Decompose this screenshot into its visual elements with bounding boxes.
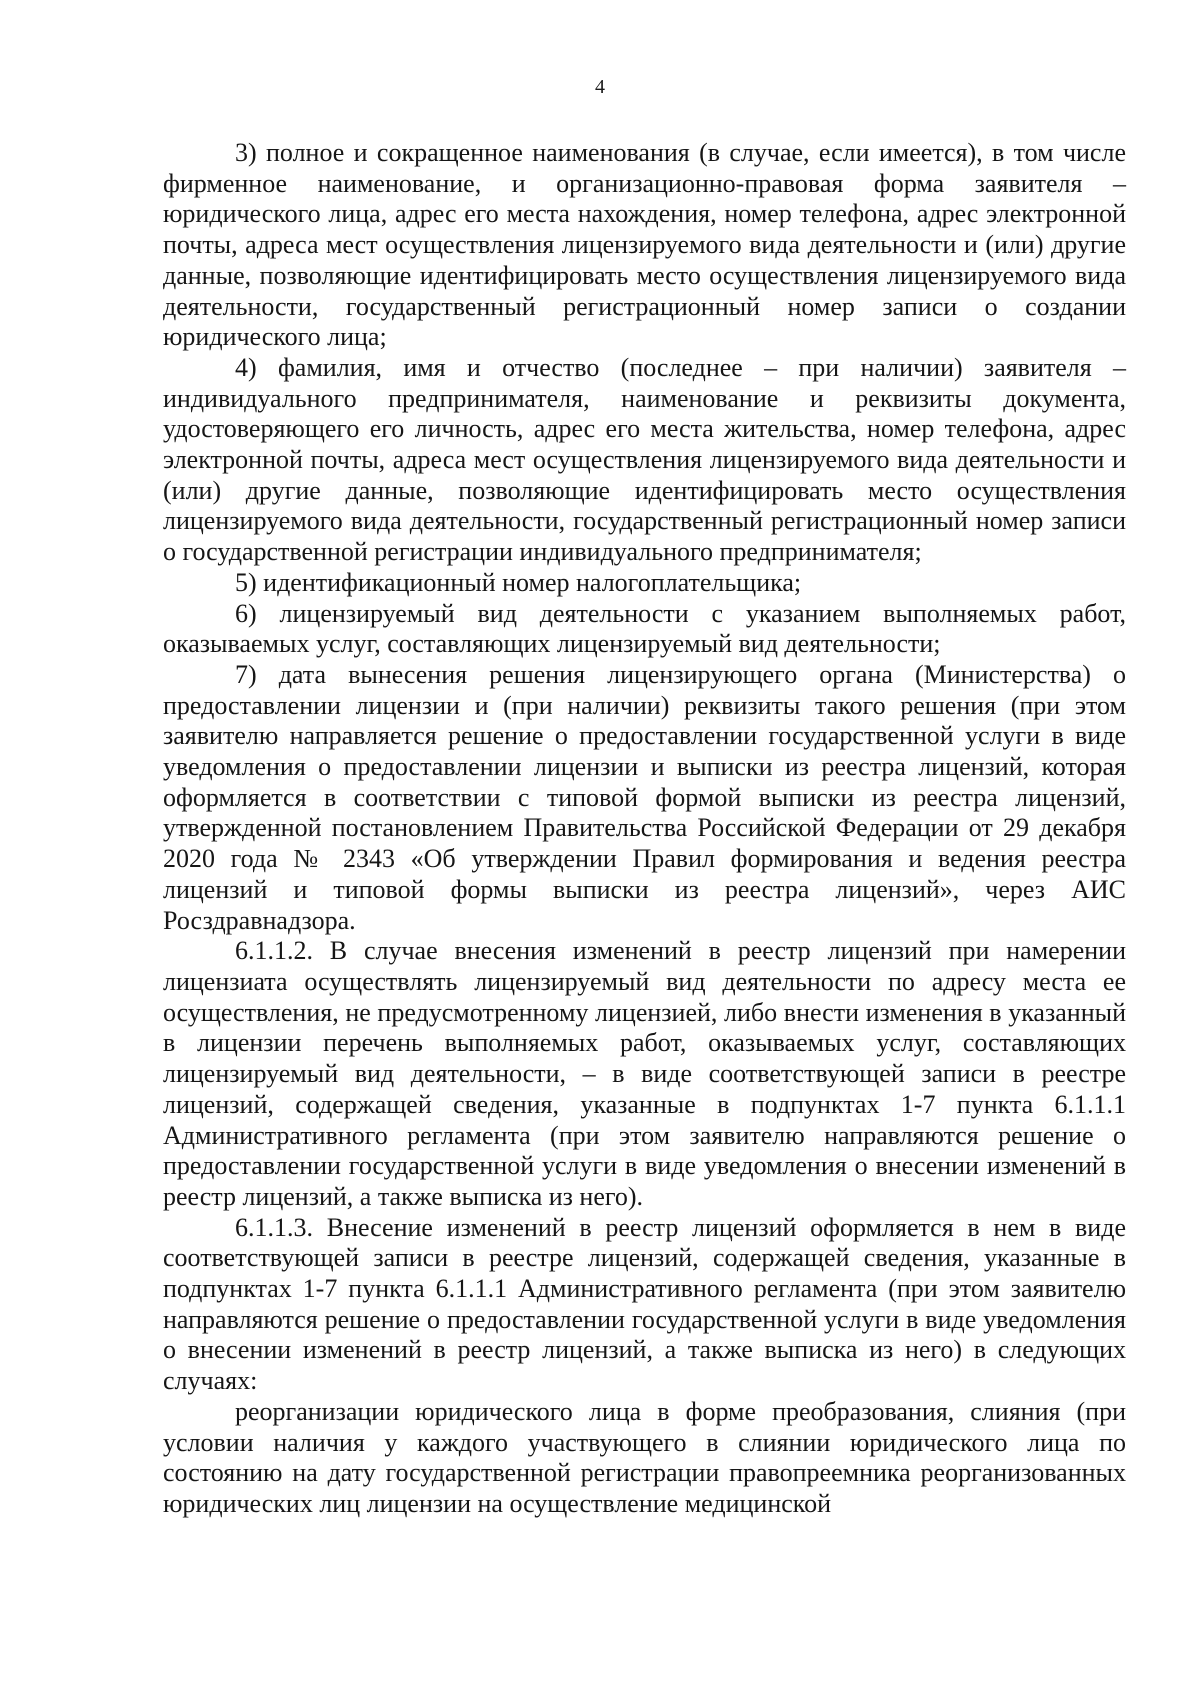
paragraph-clause-6-1-1-2: 6.1.1.2. В случае внесения изменений в реестр лицензий при намерении лицензиата осуществлять лицензируемый вид деятельности по адресу места ее осуществления, не предусмотренному лицензией, либо внести изменения в указанный в лицензии перечень выполняемых работ, оказываемых услуг, составляющих лицензируемый вид деятельности, – в виде соответствующей записи в реестре лицензий, содержащей сведения, указанные в подпунктах 1-7 пункта 6.1.1.1 Административного регламента (при этом заявителю направляются решение о предоставлении государственной услуги в виде уведомления о внесении изменений в реестр лицензий, а также выписка из него). — [163, 936, 1126, 1211]
document-body — [163, 138, 1126, 1520]
paragraph-item-4: 4) фамилия, имя и отчество (последнее – при наличии) заявителя – индивидуального предпринимателя, наименование и реквизиты документа, удостоверяющего его личность, адрес его места жительства, номер телефона, адрес электронной почты, адреса мест осуществления лицензируемого вида деятельности и (или) другие данные, позволяющие идентифицировать место осуществления лицензируемого вида деятельности, государственный регистрационный номер записи о государственной регистрации индивидуального предпринимателя; — [163, 352, 1126, 567]
paragraph-item-7: 7) дата вынесения решения лицензирующего органа (Министерства) о предоставлении лицензии и (при наличии) реквизиты такого решения (при этом заявителю направляется решение о предоставлении государственной услуги в виде уведомления о предоставлении лицензии и выписки из реестра лицензий, которая оформляется в соответствии с типовой формой выписки из реестра лицензий, утвержденной постановлением Правительства Российской Федерации от 29 декабря 2020 года № 2343 «Об утверждении Правил формирования и ведения реестра лицензий и типовой формы выписки из реестра лицензий», через АИС Росздравнадзора. — [163, 659, 1126, 935]
page-number: 4 — [595, 76, 605, 98]
paragraph-reorganization: реорганизации юридического лица в форме преобразования, слияния (при условии наличия у каждого участвующего в слиянии юридического лица по состоянию на дату государственной регистрации правопреемника реорганизованных юридических лиц лицензии на осуществление медицинской — [163, 1396, 1126, 1518]
paragraph-item-5: 5) идентификационный номер налогоплательщика; — [235, 567, 802, 597]
paragraph-item-3: 3) полное и сокращенное наименования (в случае, если имеется), в том числе фирменное наименование, и организационно-правовая форма заявителя – юридического лица, адрес его места нахождения, номер телефона, адрес электронной почты, адреса мест осуществления лицензируемого вида деятельности и (или) другие данные, позволяющие идентифицировать место осуществления лицензируемого вида деятельности, государственный регистрационный номер записи о создании юридического лица; — [163, 138, 1126, 352]
paragraph-clause-6-1-1-3: 6.1.1.3. Внесение изменений в реестр лицензий оформляется в нем в виде соответствующей записи в реестре лицензий, содержащей сведения, указанные в подпунктах 1-7 пункта 6.1.1.1 Административного регламента (при этом заявителю направляются решение о предоставлении государственной услуги в виде уведомления о внесении изменений в реестр лицензий, а также выписка из него) в следующих случаях: — [163, 1212, 1126, 1396]
paragraph-item-6: 6) лицензируемый вид деятельности с указанием выполняемых работ, оказываемых услуг, составляющих лицензируемый вид деятельности; — [163, 598, 1126, 659]
